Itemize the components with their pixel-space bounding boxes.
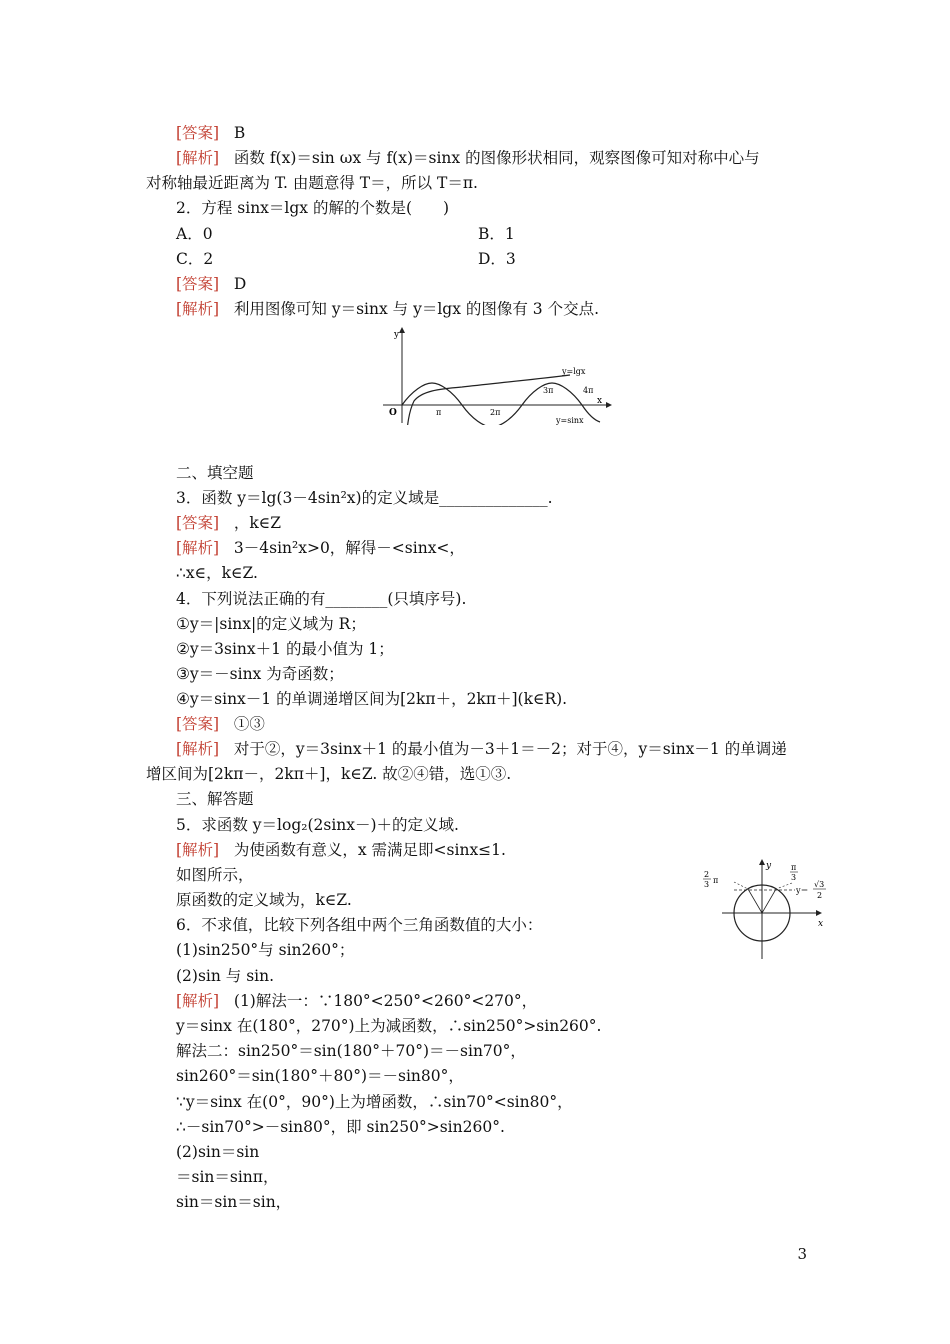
q4-stem: 4．下列说法正确的有________(只填序号). (176, 590, 467, 608)
tick-pi: π (436, 408, 442, 417)
q2-option-d: D．3 (478, 250, 516, 268)
q1-analysis-line1 (176, 148, 760, 168)
x-axis-label: x (597, 396, 603, 406)
analysis-text: 3－4sin²x>0，解得－<sinx<， (233, 539, 465, 557)
circle-y-label: y (766, 861, 772, 871)
q4-answer-line (176, 714, 265, 734)
analysis-text: (1)解法一：∵180°<250°<260°<270°， (233, 992, 538, 1010)
left-angle-den: 3 (704, 880, 710, 889)
q2-stem: 2．方程 sinx＝lgx 的解的个数是( ) (176, 199, 450, 217)
circle-x-label: x (818, 919, 824, 929)
q4-analysis-line2: 增区间为[2kπ－，2kπ＋]，k∈Z. 故②④错，选①③. (146, 765, 512, 783)
section-fill-in: 二、填空题 (176, 464, 254, 482)
sin-curve-label: y=sinx (556, 416, 584, 425)
top-angle-den: 3 (791, 873, 797, 882)
q4-analysis-line1 (176, 739, 787, 759)
q5-stem: 5．求函数 y＝log₂(2sinx－)＋的定义域. (176, 816, 459, 834)
origin-label: O (389, 408, 397, 418)
analysis-text: 为使函数有意义，x 需满足即<sinx≤1. (233, 841, 506, 859)
q6-analysis-5: ∵y＝sinx 在(0°，90°)上为增函数，∴sin70°<sin80°， (176, 1093, 573, 1111)
tick-3pi: 3π (543, 386, 554, 395)
analysis-tag: [解析] (176, 300, 220, 318)
q3-analysis-line (176, 538, 465, 558)
q1-answer-line (176, 123, 245, 143)
answer-tag: [答案] (176, 514, 220, 532)
q6-stem: 6．不求值，比较下列各组中两个三角函数值的大小： (176, 916, 543, 934)
analysis-tag: [解析] (176, 992, 220, 1010)
answer-tag: [答案] (176, 715, 220, 733)
page-number: 3 (797, 1245, 807, 1263)
analysis-tag: [解析] (176, 740, 220, 758)
answer-value: ①③ (233, 715, 265, 733)
q6-analysis-9: sin＝sin＝sin， (176, 1193, 292, 1211)
analysis-text: 利用图像可知 y＝sinx 与 y＝lgx 的图像有 3 个交点. (233, 300, 600, 318)
tick-2pi: 2π (490, 408, 501, 417)
q2-option-b: B．1 (478, 225, 515, 243)
answer-tag: [答案] (176, 124, 220, 142)
q1-analysis-line2: 对称轴最近距离为 T. 由题意得 T＝，所以 T＝π. (146, 174, 478, 192)
q6-analysis-8: ＝sin＝sinπ， (176, 1168, 279, 1186)
q4-statement-4: ④y＝sinx－1 的单调递增区间为[2kπ＋，2kπ＋](k∈R). (176, 690, 568, 708)
answer-value: D (233, 275, 247, 293)
top-angle-num: π (791, 863, 797, 872)
answer-value: ，k∈Z (233, 514, 282, 532)
right-label-den: 2 (817, 891, 823, 900)
q6-part2: (2)sin 与 sin. (176, 967, 275, 985)
analysis-text: 对于②，y＝3sinx＋1 的最小值为－3＋1＝－2；对于④，y＝sinx－1 的单调递 (233, 740, 787, 758)
analysis-text: 函数 f(x)＝sin ωx 与 f(x)＝sinx 的图像形状相同，观察图像可知对称中心与 (233, 149, 760, 167)
q6-analysis-6: ∴－sin70°>－sin80°，即 sin250°>sin260°. (176, 1118, 505, 1136)
q5-line3: 原函数的定义域为，k∈Z. (176, 891, 352, 909)
q2-option-a: A．0 (176, 225, 213, 243)
q2-option-c: C．2 (176, 250, 214, 268)
lg-curve-label: y=lgx (562, 367, 586, 376)
left-angle-pi: π (713, 876, 719, 885)
q5-analysis-line (176, 840, 506, 860)
q3-stem: 3．函数 y＝lg(3－4sin²x)的定义域是______________. (176, 489, 553, 507)
analysis-tag: [解析] (176, 539, 220, 557)
q6-analysis-2: y＝sinx 在(180°，270°)上为减函数，∴sin250°>sin260°. (176, 1017, 602, 1035)
sin-lg-graph (378, 325, 614, 425)
q6-part1: (1)sin250°与 sin260°； (176, 941, 355, 959)
section-solve: 三、解答题 (176, 790, 254, 808)
q6-analysis-3: 解法二：sin250°＝sin(180°＋70°)＝－sin70°， (176, 1042, 526, 1060)
q4-statement-2: ②y＝3sinx＋1 的最小值为 1； (176, 640, 394, 658)
q3-answer-line (176, 513, 281, 533)
q6-analysis-4: sin260°＝sin(180°＋80°)＝－sin80°， (176, 1067, 464, 1085)
analysis-tag: [解析] (176, 149, 220, 167)
q2-answer-line (176, 274, 246, 294)
right-label-prefix: y＝ (796, 886, 809, 895)
tick-4pi: 4π (583, 386, 594, 395)
left-angle-num: 2 (704, 870, 710, 879)
analysis-tag: [解析] (176, 841, 220, 859)
q5-line2: 如图所示， (176, 866, 254, 884)
unit-circle-figure (700, 855, 840, 965)
q6-analysis-7: (2)sin＝sin (176, 1143, 260, 1161)
right-label-num: √3 (814, 880, 825, 889)
y-axis-label: y (394, 330, 400, 340)
q3-conclusion: ∴x∈，k∈Z. (176, 564, 258, 582)
q2-analysis-line (176, 299, 599, 319)
q6-analysis-line (176, 991, 537, 1011)
q4-statement-3: ③y＝－sinx 为奇函数； (176, 665, 344, 683)
q4-statement-1: ①y＝|sinx|的定义域为 R； (176, 615, 366, 633)
answer-value: B (233, 124, 246, 142)
answer-tag: [答案] (176, 275, 220, 293)
